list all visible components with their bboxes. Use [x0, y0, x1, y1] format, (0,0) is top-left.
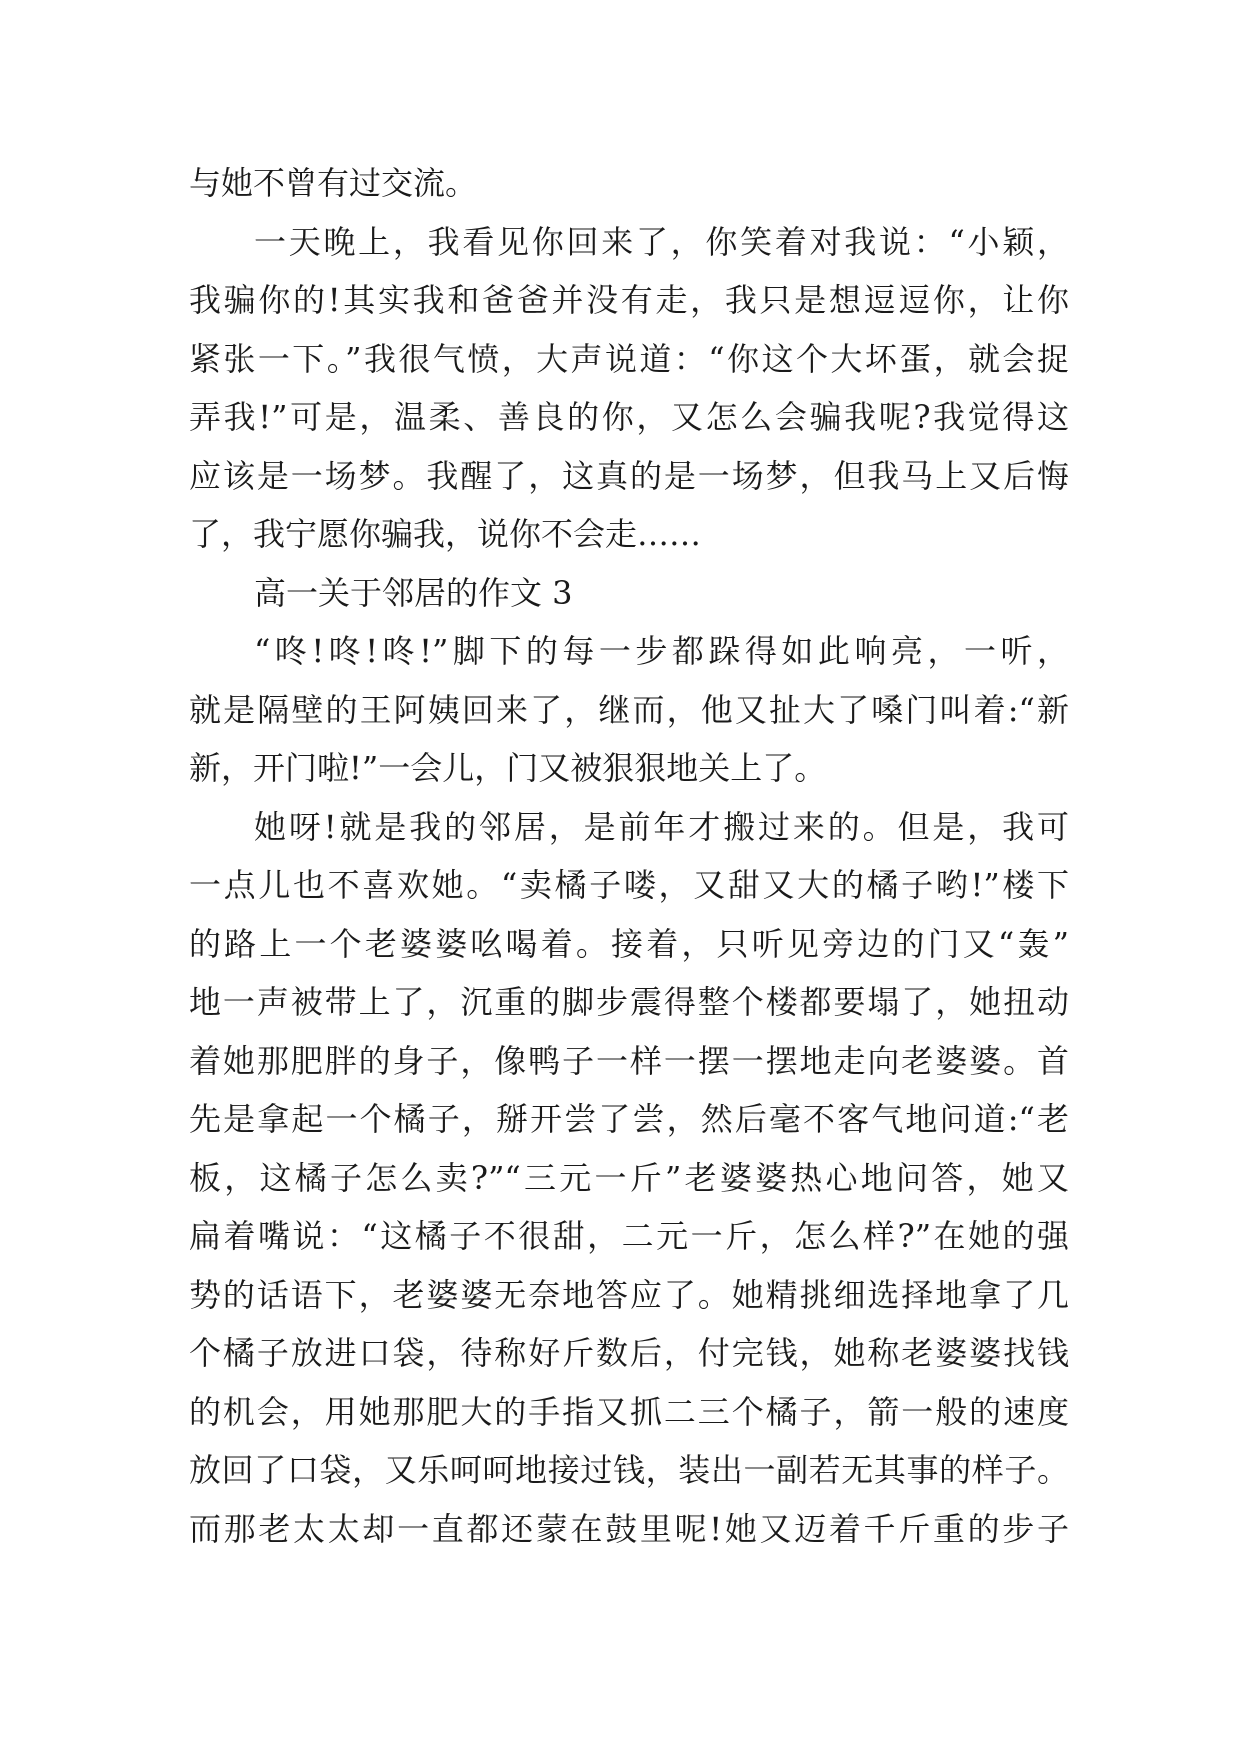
text-line: 放回了口袋，又乐呵呵地接过钱，装出一副若无其事的样子。 — [189, 1451, 1069, 1489]
text-line: 弄我!”可是，温柔、善良的你，又怎么会骗我呢?我觉得这 — [189, 398, 1069, 436]
text-line: 板，这橘子怎么卖?”“三元一斤”老婆婆热心地问答，她又 — [189, 1158, 1069, 1197]
body-text — [189, 154, 1069, 1558]
text-line: 个橘子放进口袋，待称好斤数后，付完钱，她称老婆婆找钱 — [189, 1334, 1069, 1372]
text-line: 就是隔壁的王阿姨回来了，继而，他又扯大了嗓门叫着:“新 — [189, 690, 1069, 729]
text-line: 先是拿起一个橘子，掰开尝了尝，然后毫不客气地问道:“老 — [189, 1100, 1069, 1138]
text-line: 与她不曾有过交流。 — [189, 164, 478, 202]
text-line: 的机会，用她那肥大的手指又抓二三个橘子，箭一般的速度 — [189, 1392, 1069, 1431]
text-line: 一天晚上，我看见你回来了，你笑着对我说：“小颖， — [254, 222, 1069, 261]
text-line: 着她那肥胖的身子，像鸭子一样一摆一摆地走向老婆婆。首 — [189, 1041, 1069, 1080]
text-line: 的路上一个老婆婆吆喝着。接着，只听见旁边的门又“轰” — [189, 924, 1069, 963]
text-line: 高一关于邻居的作文 3 — [254, 573, 573, 612]
text-line: 紧张一下。”我很气愤，大声说道：“你这个大坏蛋，就会捉 — [189, 339, 1069, 378]
text-line: 地一声被带上了，沉重的脚步震得整个楼都要塌了，她扭动 — [189, 983, 1069, 1021]
text-line: 一点儿也不喜欢她。“卖橘子喽，又甜又大的橘子哟!”楼下 — [189, 866, 1069, 904]
text-line: “咚!咚!咚!”脚下的每一步都跺得如此响亮，一听， — [254, 632, 1069, 670]
text-line: 她呀!就是我的邻居，是前年才搬过来的。但是，我可 — [254, 807, 1069, 846]
text-line: 扁着嘴说：“这橘子不很甜，二元一斤，怎么样?”在她的强 — [189, 1217, 1069, 1255]
text-line: 应该是一场梦。我醒了，这真的是一场梦，但我马上又后悔 — [189, 456, 1069, 495]
text-line: 我骗你的!其实我和爸爸并没有走，我只是想逗逗你，让你 — [189, 281, 1069, 319]
text-line: 而那老太太却一直都还蒙在鼓里呢!她又迈着千斤重的步子 — [189, 1509, 1069, 1548]
text-line: 势的话语下，老婆婆无奈地答应了。她精挑细选择地拿了几 — [189, 1275, 1069, 1314]
text-line: 了，我宁愿你骗我，说你不会走…… — [189, 515, 702, 553]
text-line: 新，开门啦!”一会儿，门又被狠狠地关上了。 — [189, 749, 827, 787]
